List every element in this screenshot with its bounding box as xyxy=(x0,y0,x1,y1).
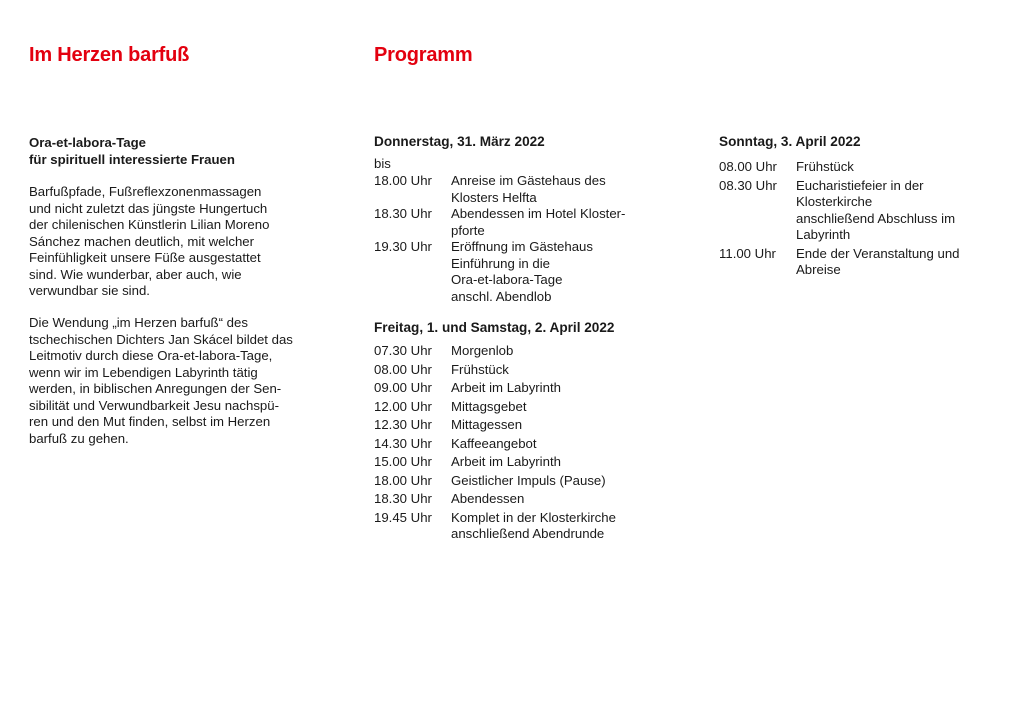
schedule-sunday xyxy=(719,159,1009,279)
program-title: Programm xyxy=(374,44,473,66)
subtitle-line: für spirituell interessierte Frauen xyxy=(29,151,235,167)
schedule-row xyxy=(374,380,674,397)
text-line: Labyrinth xyxy=(796,227,851,242)
text-line: pforte xyxy=(451,222,485,238)
schedule-row xyxy=(374,206,674,239)
schedule-activity: Arbeit im Labyrinth xyxy=(451,454,561,469)
text-line: sind. Wie wunderbar, aber auch, wie xyxy=(29,266,242,282)
text-line: Eröffnung im Gästehaus xyxy=(451,239,593,254)
text-line: Feinfühligkeit unsere Füße ausgestattet xyxy=(29,250,261,265)
text-line: ren und den Mut finden, selbst im Herzen xyxy=(29,414,271,429)
text-line: Anreise im Gästehaus des xyxy=(451,173,606,188)
schedule-row xyxy=(374,491,674,508)
text-line: verwundbar sie sind. xyxy=(29,283,150,298)
schedule-activity xyxy=(796,178,1009,244)
schedule-activity: Arbeit im Labyrinth xyxy=(451,380,561,395)
text-line: wenn wir im Lebendigen Labyrinth tätig xyxy=(29,364,258,380)
schedule-row xyxy=(374,173,674,206)
schedule-row xyxy=(374,362,674,379)
schedule-time: 18.30 Uhr xyxy=(374,491,432,506)
schedule-time: 18.30 Uhr xyxy=(374,206,432,221)
text-line: und nicht zuletzt das jüngste Hungertuch xyxy=(29,200,268,216)
text-line: Ora-et-labora-Tage xyxy=(451,272,563,287)
intro-paragraph-1 xyxy=(29,184,311,300)
schedule-time: 08.00 Uhr xyxy=(719,159,777,174)
text-line: anschließend Abschluss im xyxy=(796,210,956,226)
text-line: Abendessen im Hotel Kloster- xyxy=(451,206,626,221)
text-line: werden, in biblischen Anregungen der Sen- xyxy=(29,381,282,396)
schedule-time: 19.30 Uhr xyxy=(374,239,432,254)
schedule-time: 12.30 Uhr xyxy=(374,417,432,432)
schedule-time: 18.00 Uhr xyxy=(374,173,432,188)
schedule-row xyxy=(719,246,1009,279)
schedule-activity xyxy=(451,173,674,206)
schedule-time: 08.30 Uhr xyxy=(719,177,777,193)
schedule-time: 09.00 Uhr xyxy=(374,380,432,395)
day-heading-thursday: Donnerstag, 31. März 2022 xyxy=(374,134,545,149)
schedule-activity: Frühstück xyxy=(796,159,854,174)
text-line: sibilität und Verwundbarkeit Jesu nachspü- xyxy=(29,397,279,413)
text-line: Barfußpfade, Fußreflexzonenmassagen xyxy=(29,184,262,199)
schedule-activity: Kaffeeangebot xyxy=(451,435,537,451)
text-line: anschl. Abendlob xyxy=(451,288,552,304)
day-heading-friday-saturday: Freitag, 1. und Samstag, 2. April 2022 xyxy=(374,320,615,335)
schedule-friday-saturday xyxy=(374,343,674,543)
text-line: Sánchez machen deutlich, mit welcher xyxy=(29,233,255,249)
text-line: Die Wendung „im Herzen barfuß“ des xyxy=(29,315,248,330)
schedule-activity xyxy=(451,239,674,305)
page-title: Im Herzen barfuß xyxy=(29,44,190,66)
schedule-prefix: bis xyxy=(374,156,391,171)
text-line: Ende der Veranstaltung und xyxy=(796,245,960,261)
text-line: barfuß zu gehen. xyxy=(29,430,129,446)
schedule-row xyxy=(374,473,674,490)
schedule-time: 12.00 Uhr xyxy=(374,398,432,414)
day-heading-sunday: Sonntag, 3. April 2022 xyxy=(719,134,861,149)
schedule-time: 19.45 Uhr xyxy=(374,509,432,525)
schedule-row xyxy=(374,399,674,416)
text-line: Komplet in der Klosterkirche xyxy=(451,509,616,525)
schedule-activity: Mittagsgebet xyxy=(451,398,527,414)
schedule-time: 08.00 Uhr xyxy=(374,361,432,377)
intro-paragraph-2 xyxy=(29,315,311,447)
text-line: Klosterkirche xyxy=(796,194,873,209)
schedule-row xyxy=(374,436,674,453)
schedule-time: 14.30 Uhr xyxy=(374,435,432,451)
schedule-row xyxy=(374,239,674,305)
schedule-thursday xyxy=(374,173,674,305)
schedule-time: 18.00 Uhr xyxy=(374,472,432,488)
schedule-row xyxy=(374,343,674,360)
schedule-row xyxy=(374,417,674,434)
text-line: tschechischen Dichters Jan Skácel bildet das xyxy=(29,331,293,347)
schedule-row xyxy=(374,454,674,471)
schedule-activity: Geistlicher Impuls (Pause) xyxy=(451,472,606,488)
schedule-row xyxy=(374,510,674,543)
schedule-activity: Abendessen xyxy=(451,491,525,506)
subtitle xyxy=(29,135,235,168)
text-line: anschließend Abendrunde xyxy=(451,526,605,541)
schedule-row xyxy=(719,159,1009,176)
schedule-time: 15.00 Uhr xyxy=(374,454,432,469)
text-line: der chilenischen Künstlerin Lilian Moreno xyxy=(29,217,270,232)
schedule-time: 11.00 Uhr xyxy=(719,245,776,261)
schedule-row xyxy=(719,178,1009,244)
text-line: Einführung in die xyxy=(451,255,550,271)
text-line: Eucharistiefeier in der xyxy=(796,177,924,193)
schedule-activity xyxy=(451,206,674,239)
text-line: Abreise xyxy=(796,262,841,277)
schedule-activity: Mittagessen xyxy=(451,417,523,432)
subtitle-line: Ora-et-labora-Tage xyxy=(29,135,146,150)
schedule-activity: Morgenlob xyxy=(451,343,514,358)
schedule-activity xyxy=(451,510,674,543)
schedule-activity: Frühstück xyxy=(451,361,509,377)
schedule-time: 07.30 Uhr xyxy=(374,343,432,358)
text-line: Klosters Helfta xyxy=(451,189,537,205)
schedule-activity xyxy=(796,246,1009,279)
text-line: Leitmotiv durch diese Ora-et-labora-Tage, xyxy=(29,348,273,363)
